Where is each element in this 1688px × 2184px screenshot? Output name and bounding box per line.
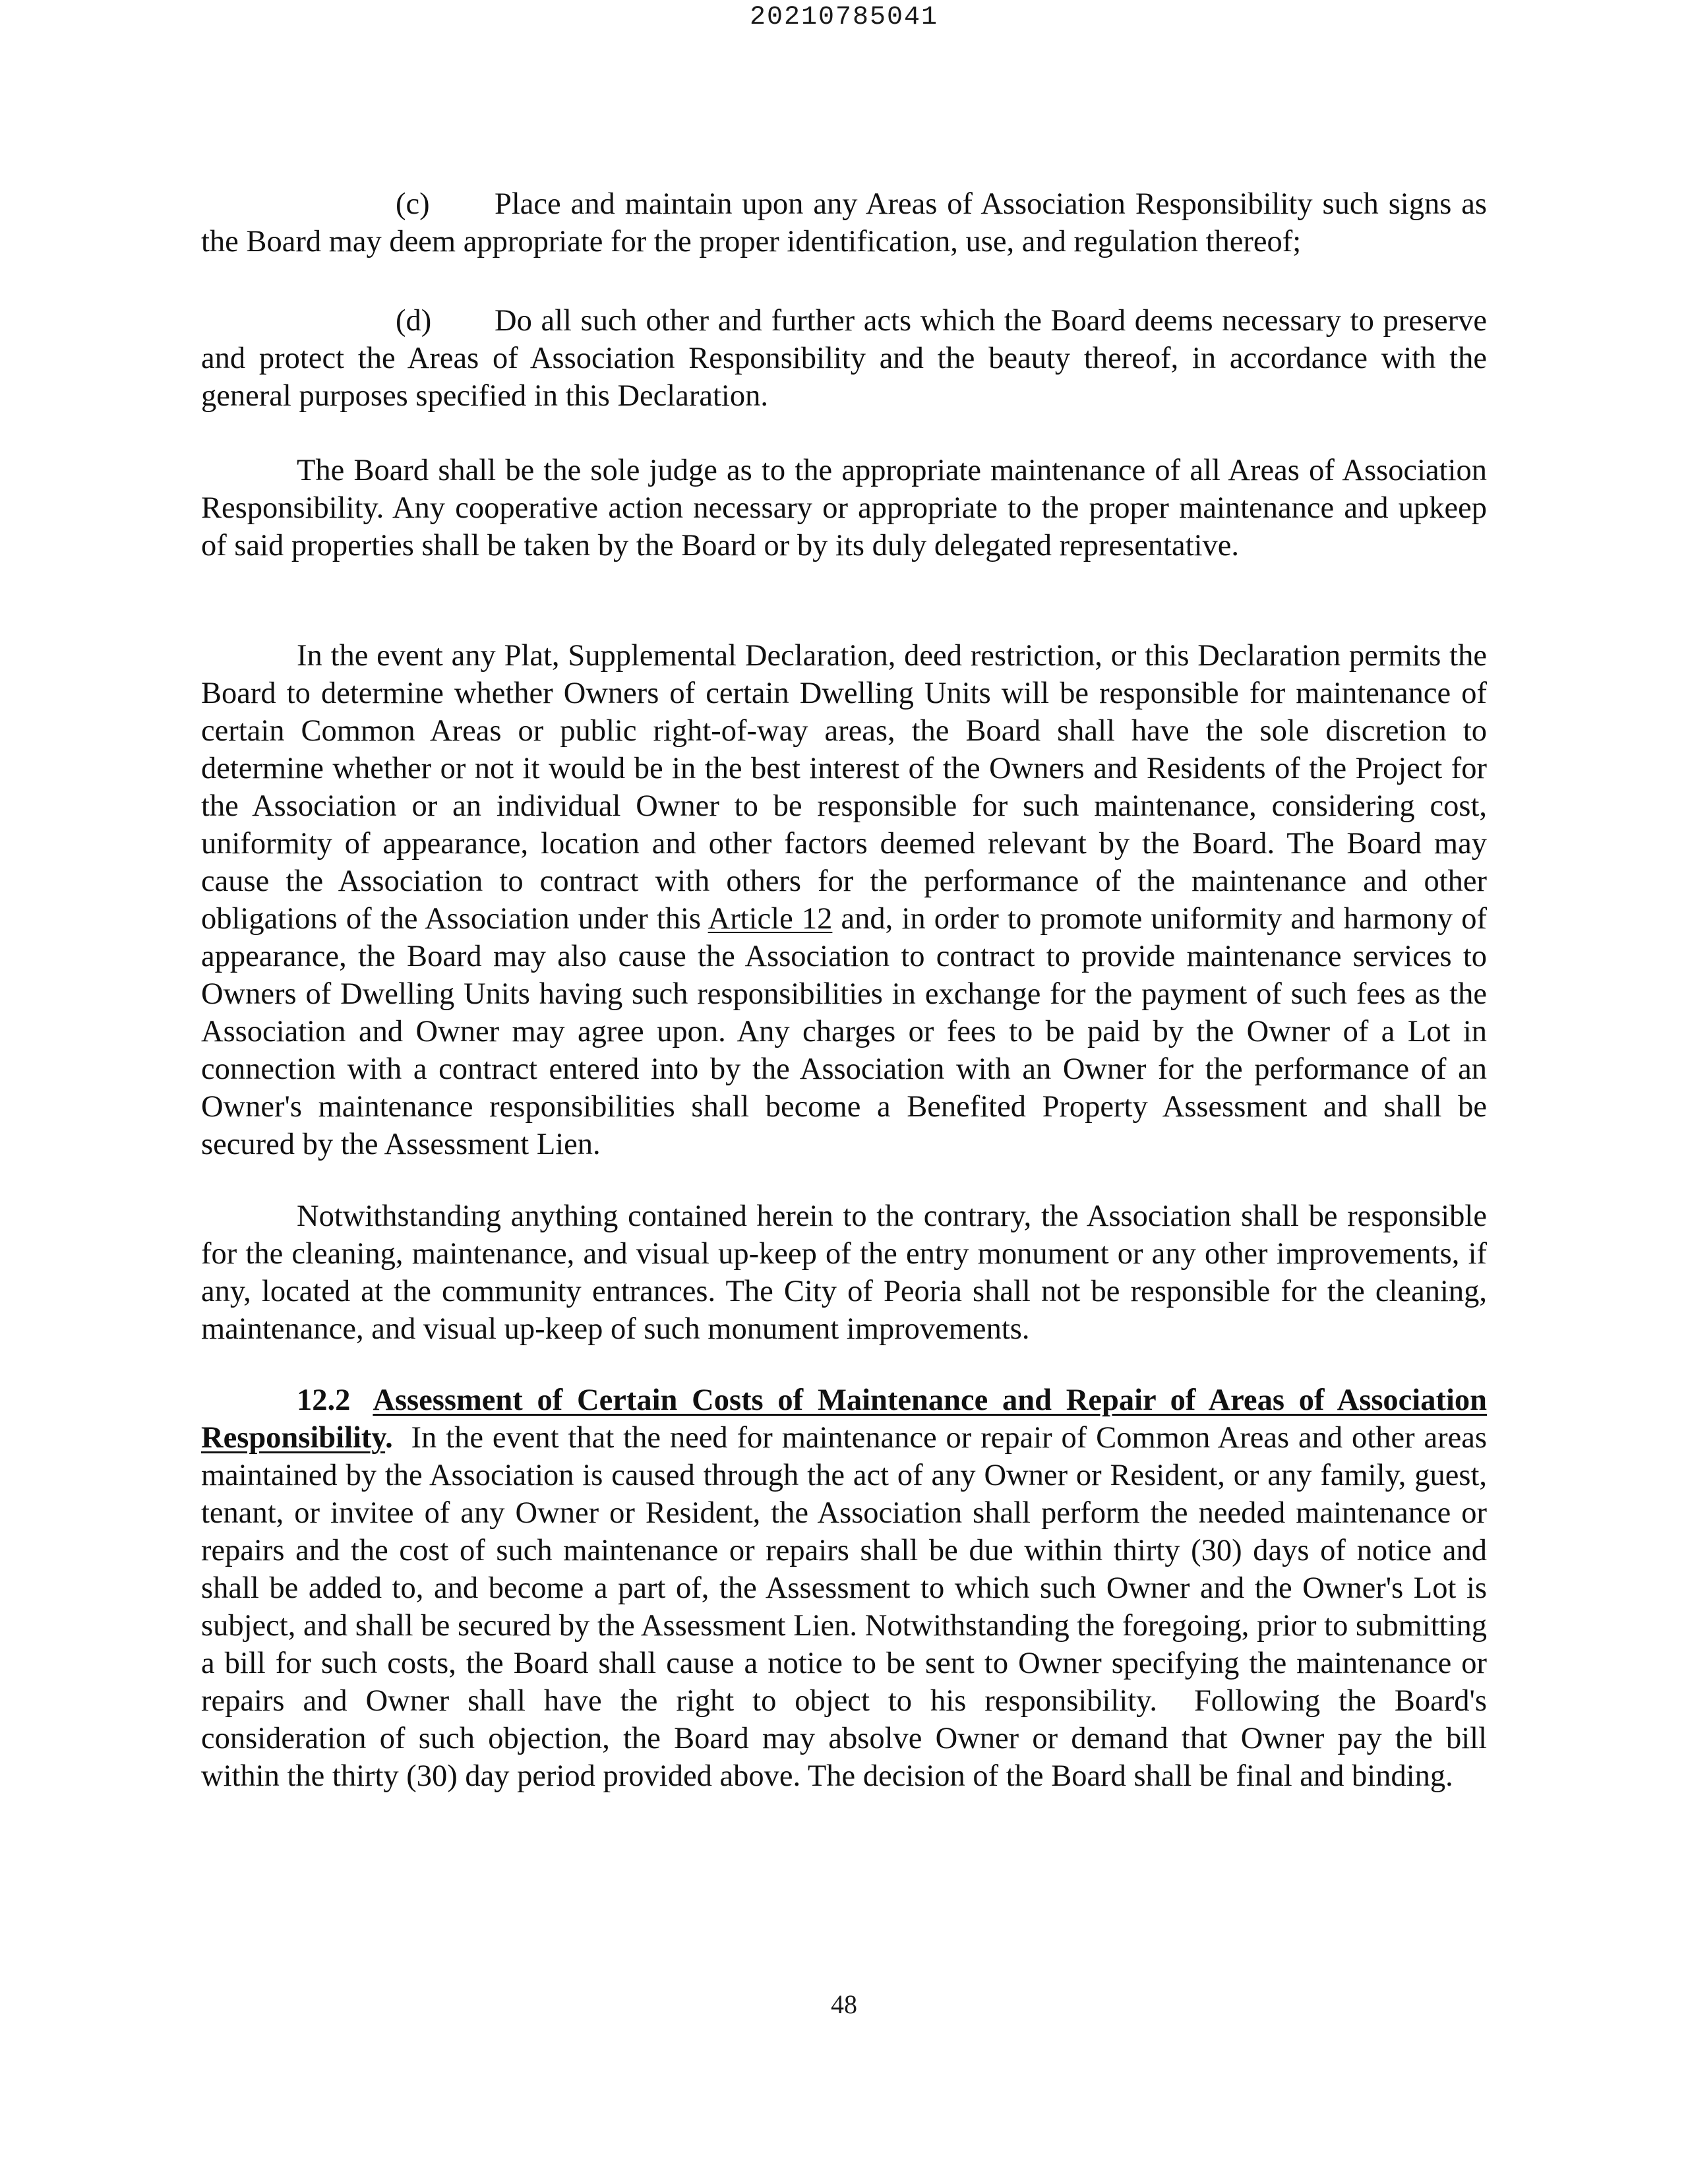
paragraph-notwithstanding bbox=[201, 1198, 1487, 1348]
paragraph-notwithstanding-text: Notwithstanding anything contained herein to the contrary, the Association shall be responsible for the cleaning, maintenance, and visual up-keep of the entry monument or any other improvements, if any, located at the community entrances. The City of Peoria shall not be responsible for the cleaning, maintenance, and visual up-keep of such monument improvements. bbox=[201, 1199, 1487, 1346]
paragraph-board-judge-text: The Board shall be the sole judge as to the appropriate maintenance of all Areas of Association Responsibility. Any cooperative action necessary or appropriate to the proper maintenance and upkeep of said properties shall be taken by the Board or by its duly delegated representative. bbox=[201, 454, 1487, 562]
section-12-2-text: In the event that the need for maintenance or repair of Common Areas and other areas maintained by the Association is caused through the act of any Owner or Resident, or any family, guest, tenant, or invitee of any Owner or Resident, the Association shall perform the needed maintenance or repairs and the cost of such maintenance or repairs shall be due within thirty (30) days of notice and shall be added to, and become a part of, the Assessment to which such Owner and the Owner's Lot is subject, and shall be secured by the Assessment Lien. Notwithstanding the foregoing, prior to submitting a bill for such costs, the Board shall cause a notice to be sent to Owner specifying the maintenance or repairs and Owner shall have the right to object to his responsibility. Following the Board's consideration of such objection, the Board may absolve Owner or demand that Owner pay the bill within the thirty (30) day period provided above. The decision of the Board shall be final and binding. bbox=[201, 1421, 1495, 1793]
page-number: 48 bbox=[831, 1989, 857, 2019]
item-label-c: (c) bbox=[396, 187, 430, 221]
document-number: 20210785041 bbox=[749, 3, 939, 32]
paragraph-d-text: Do all such other and further acts which the Board deems necessary to preserve and protect the Areas of Association Responsibility and the beauty thereof, in accordance with the general purposes specified in this Declaration. bbox=[201, 304, 1487, 413]
item-label-d: (d) bbox=[396, 304, 432, 338]
paragraph-d bbox=[201, 302, 1487, 415]
section-number: 12.2 bbox=[297, 1383, 351, 1417]
paragraph-board-judge bbox=[201, 452, 1487, 564]
paragraph-c-text: Place and maintain upon any Areas of Association Responsibility such signs as the Board may deem appropriate for the proper identification, use, and regulation thereof; bbox=[201, 187, 1487, 258]
paragraph-c bbox=[201, 185, 1487, 260]
paragraph-event-text-1: In the event any Plat, Supplemental Declaration, deed restriction, or this Declaration permits the Board to determine whether Owners of certain Dwelling Units will be responsible for maintenance of certain Common Areas or public right-of-way areas, the Board shall have the sole discretion to determine whether or not it would be in the best interest of the Owners and Residents of the Project for the Association or an individual Owner to be responsible for such maintenance, considering cost, uniformity of appearance, location and other factors deemed relevant by the Board. The Board may cause the Association to contract with others for the performance of the maintenance and other obligations of the Association under this bbox=[201, 639, 1487, 936]
section-title: Assessment of Certain Costs of Maintenance and Repair of Areas of Association Responsibility bbox=[201, 1383, 1487, 1455]
section-12-2 bbox=[201, 1381, 1495, 1795]
paragraph-event bbox=[201, 637, 1487, 1163]
paragraph-event-text-2: and, in order to promote uniformity and harmony of appearance, the Board may also cause the Association to contract to provide maintenance services to Owners of Dwelling Units having such responsibilities in exchange for the payment of such fees as the Association and Owner may agree upon. Any charges or fees to be paid by the Owner of a Lot in connection with a contract entered into by the Association with an Owner for the performance of an Owner's maintenance responsibilities shall become a Benefited Property Assessment and shall be secured by the Assessment Lien. bbox=[201, 902, 1487, 1161]
article-12-reference: Article 12 bbox=[708, 902, 833, 936]
section-title-period: . bbox=[385, 1421, 393, 1455]
